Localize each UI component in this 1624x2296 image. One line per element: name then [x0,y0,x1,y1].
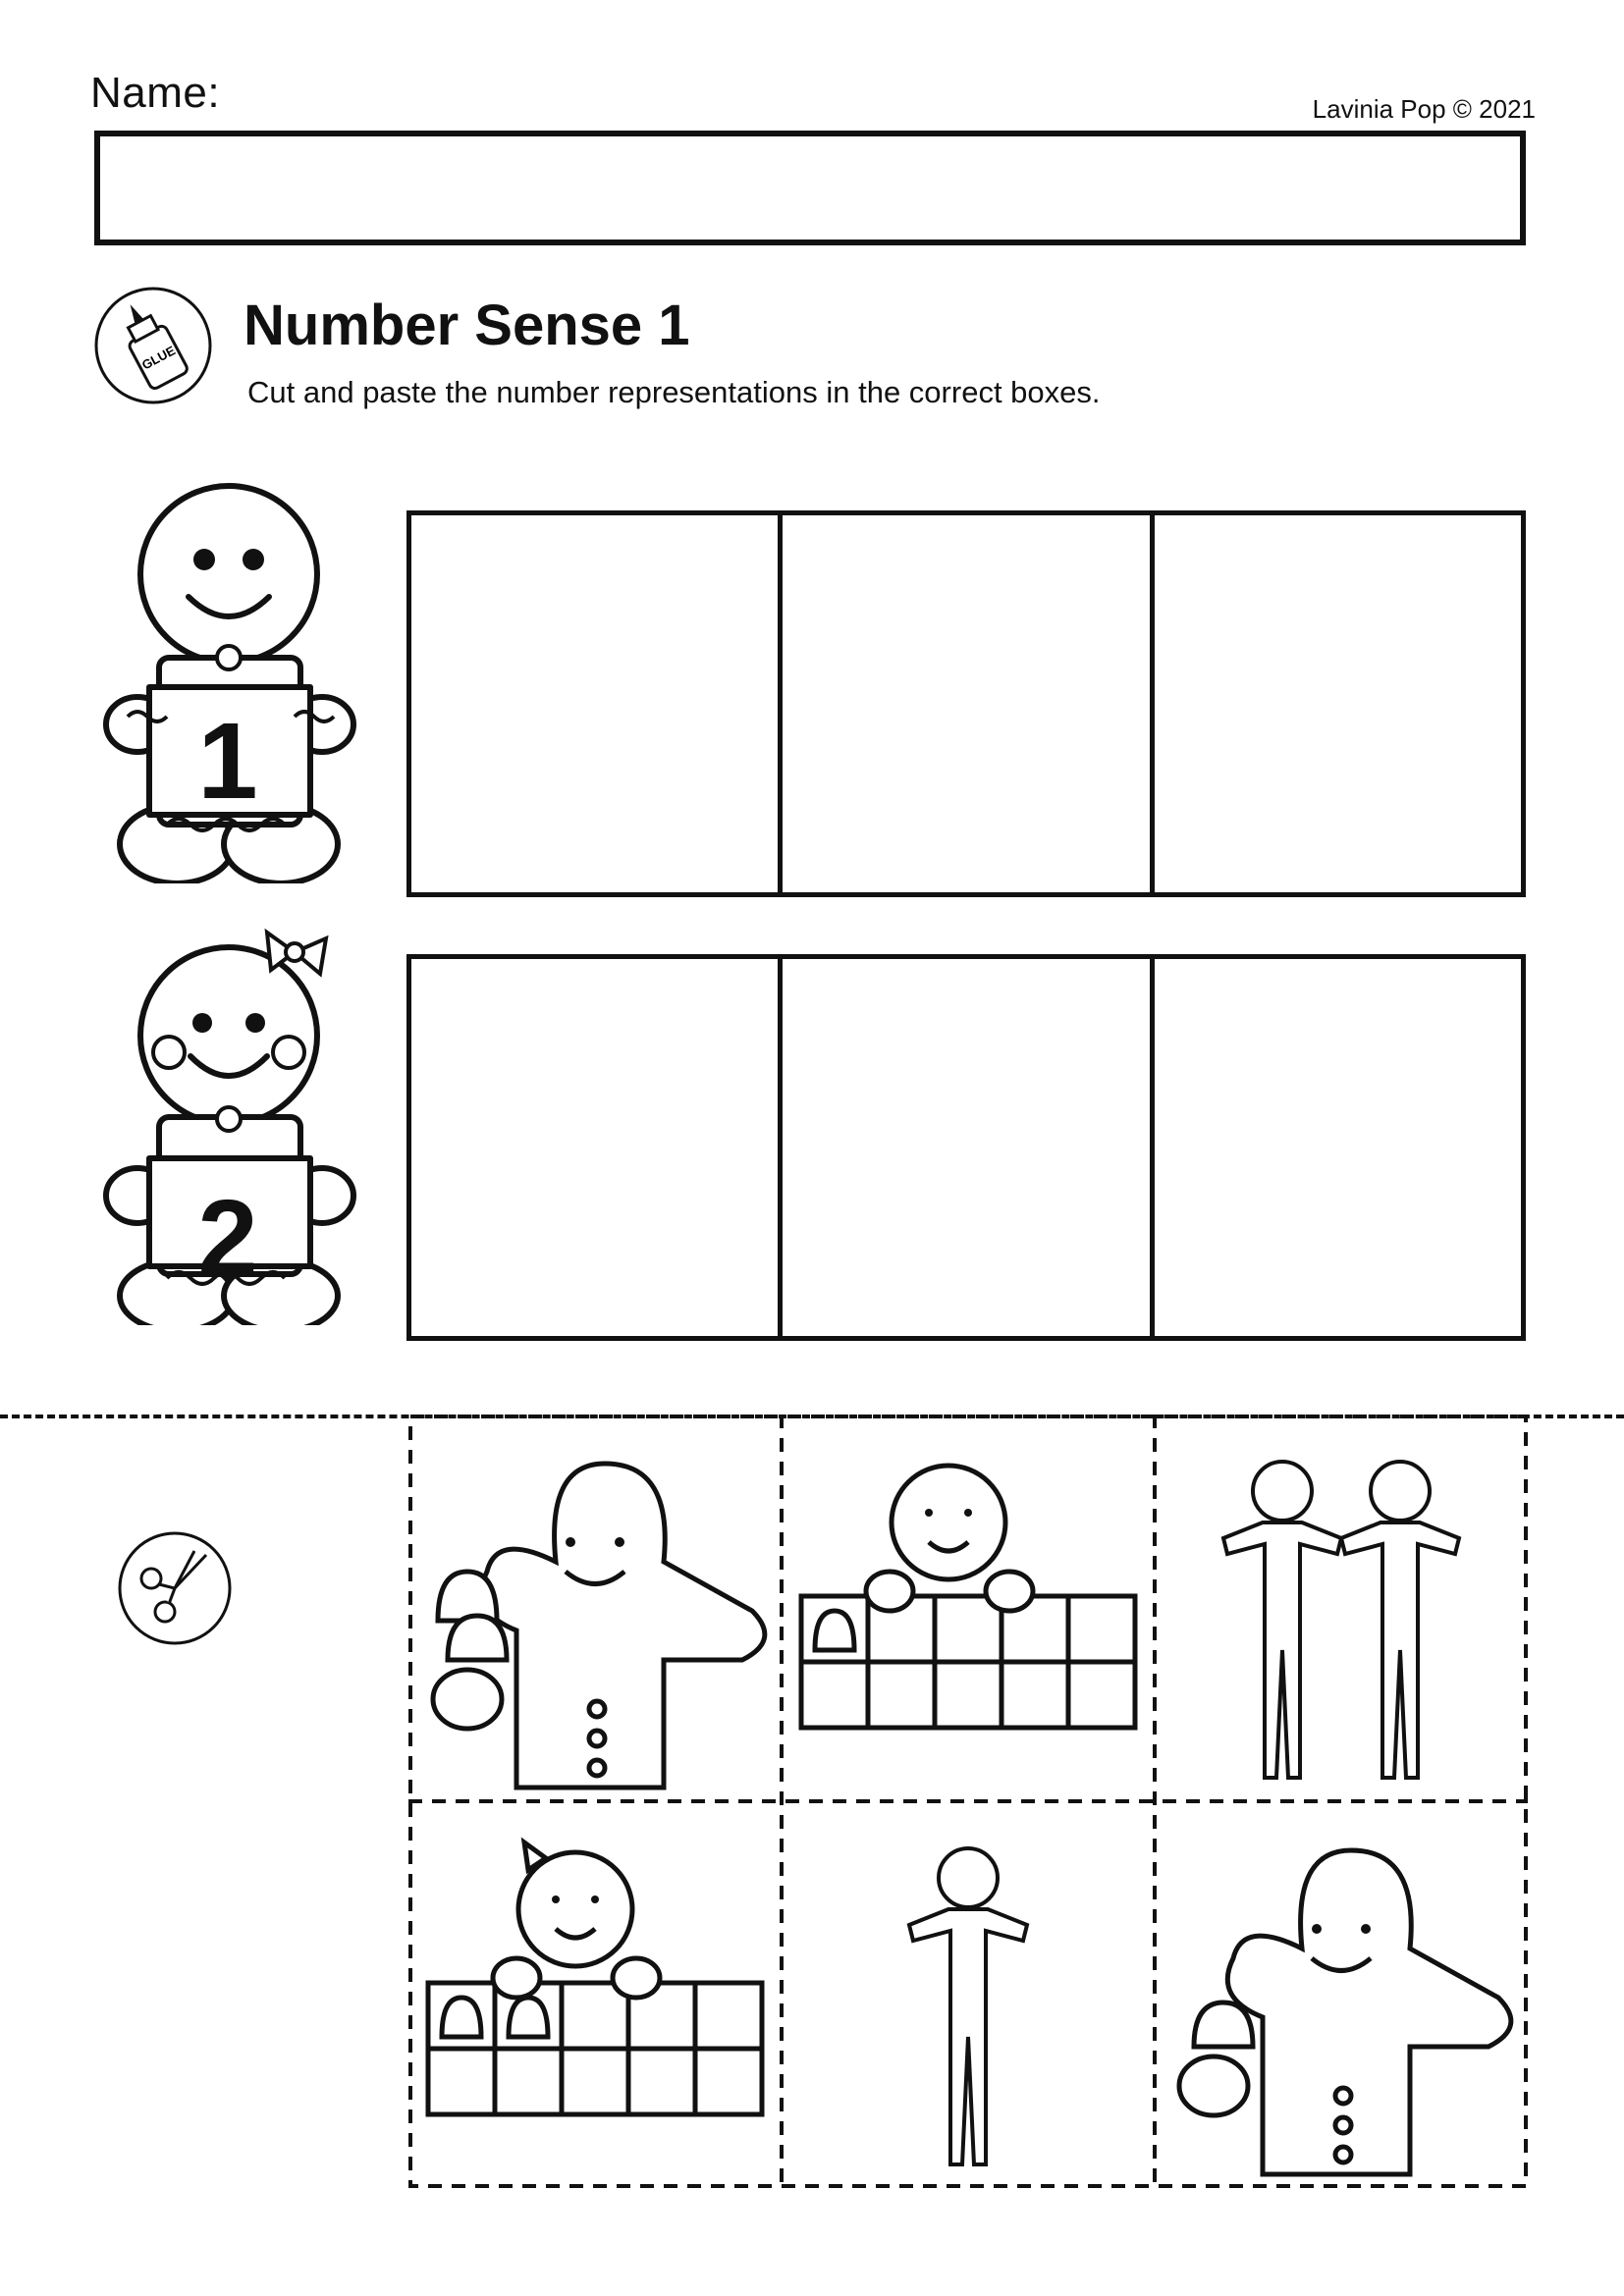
name-input-box[interactable] [94,131,1526,245]
answer-row-2 [406,954,1526,1341]
answer-row-1 [406,510,1526,897]
cut-piece-standing-men-2 [1223,1462,1459,1778]
page-title: Number Sense 1 [244,294,690,357]
paste-box[interactable] [1155,959,1521,1336]
copyright-text: Lavinia Pop © 2021 [1312,94,1536,124]
cut-piece-gingerbread-gumdrop-1 [1179,1850,1511,2174]
paste-box[interactable] [1155,515,1521,892]
instructions-text: Cut and paste the number representations in the correct boxes. [247,375,1101,409]
name-label: Name: [90,69,221,117]
glue-label: GLUE [138,343,178,373]
paste-box[interactable] [783,959,1154,1336]
paste-box[interactable] [783,515,1154,892]
cut-piece-standing-man-1 [909,1848,1027,2164]
cut-piece-ten-frame-1 [801,1466,1135,1728]
paste-box[interactable] [411,515,783,892]
scissors-icon [116,1529,234,1647]
number-one-label: 1 [197,701,258,822]
paste-box[interactable] [411,959,783,1336]
cut-piece-ten-frame-2 [428,1842,762,2114]
glue-bottle-icon [92,285,214,406]
cut-piece-gingerbread-gumdrops-2 [433,1464,765,1788]
number-two-label: 2 [197,1178,258,1299]
cut-out-pieces [408,1415,1528,2188]
